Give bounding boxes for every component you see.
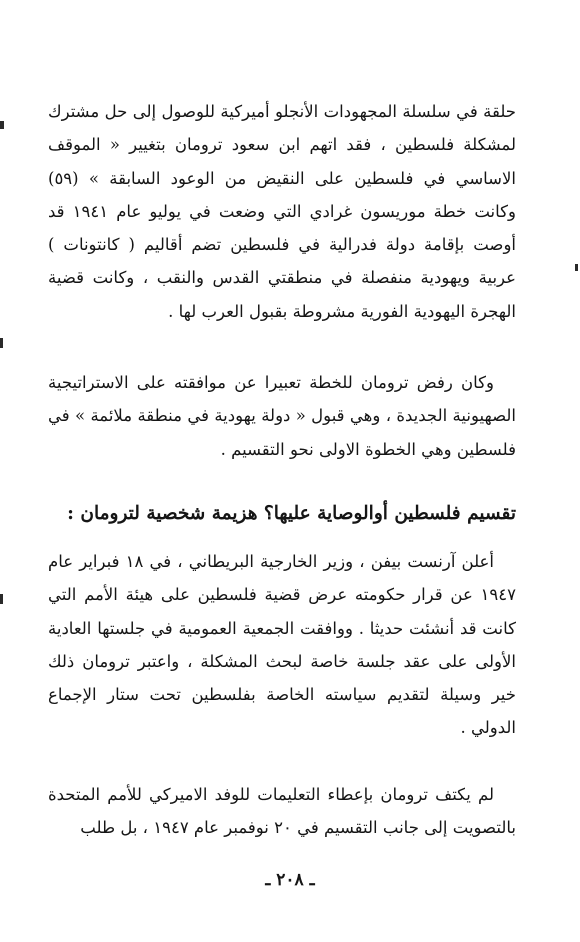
margin-mark [0,338,3,348]
body-paragraph-1: حلقة في سلسلة المجهودات الأنجلو أميركية للوصول إلى حل مشترك لمشكلة فلسطين ، فقد اتهم ابن سعود ترومان بتغيير « الموقف الاساسي في فلسطين على النقيض من الوعود السابقة » (٥٩) وكانت خطة موريسون غرادي التي وضعت في يوليو عام ١٩٤١ قد أوصت بإقامة دولة فدرالية في فلسطين تضم أقاليم ( كانتونات ) عربية ويهودية منفصلة في منطقتي القدس والنقب ، وكانت قضية الهجرة اليهودية الفورية مشروطة بقبول العرب لها . [48,102,516,321]
margin-mark [0,121,4,129]
body-paragraph-2: وكان رفض ترومان للخطة تعبيرا عن موافقته على الاستراتيجية الصهيونية الجديدة ، وهي قبول « دولة يهودية في منطقة ملائمة » في فلسطين وهي الخطوة الاولى نحو التقسيم . [48,373,516,459]
margin-mark [0,594,3,604]
page-number: ـ ٢٠٨ ـ [265,870,315,890]
margin-mark [575,264,578,271]
section-heading: تقسيم فلسطين أوالوصاية عليها؟ هزيمة شخصية لترومان : [67,503,516,524]
body-paragraph-3: أعلن آرنست بيفن ، وزير الخارجية البريطاني ، في ١٨ فبراير عام ١٩٤٧ عن قرار حكومته عرض قضية فلسطين على هيئة الأمم التي كانت قد أنشئت حديثا . ووافقت الجمعية العمومية في جلستها العادية الأولى على عقد جلسة خاصة لبحث المشكلة ، واعتبر ترومان ذلك خير وسيلة لتقديم سياسته الخاصة بفلسطين تحت ستار الإجماع الدولي . [48,552,516,738]
body-paragraph-4: لم يكتف ترومان بإعطاء التعليمات للوفد الاميركي للأمم المتحدة بالتصويت إلى جانب التقسيم في ٢٠ نوفمبر عام ١٩٤٧ ، بل طلب [48,785,516,838]
